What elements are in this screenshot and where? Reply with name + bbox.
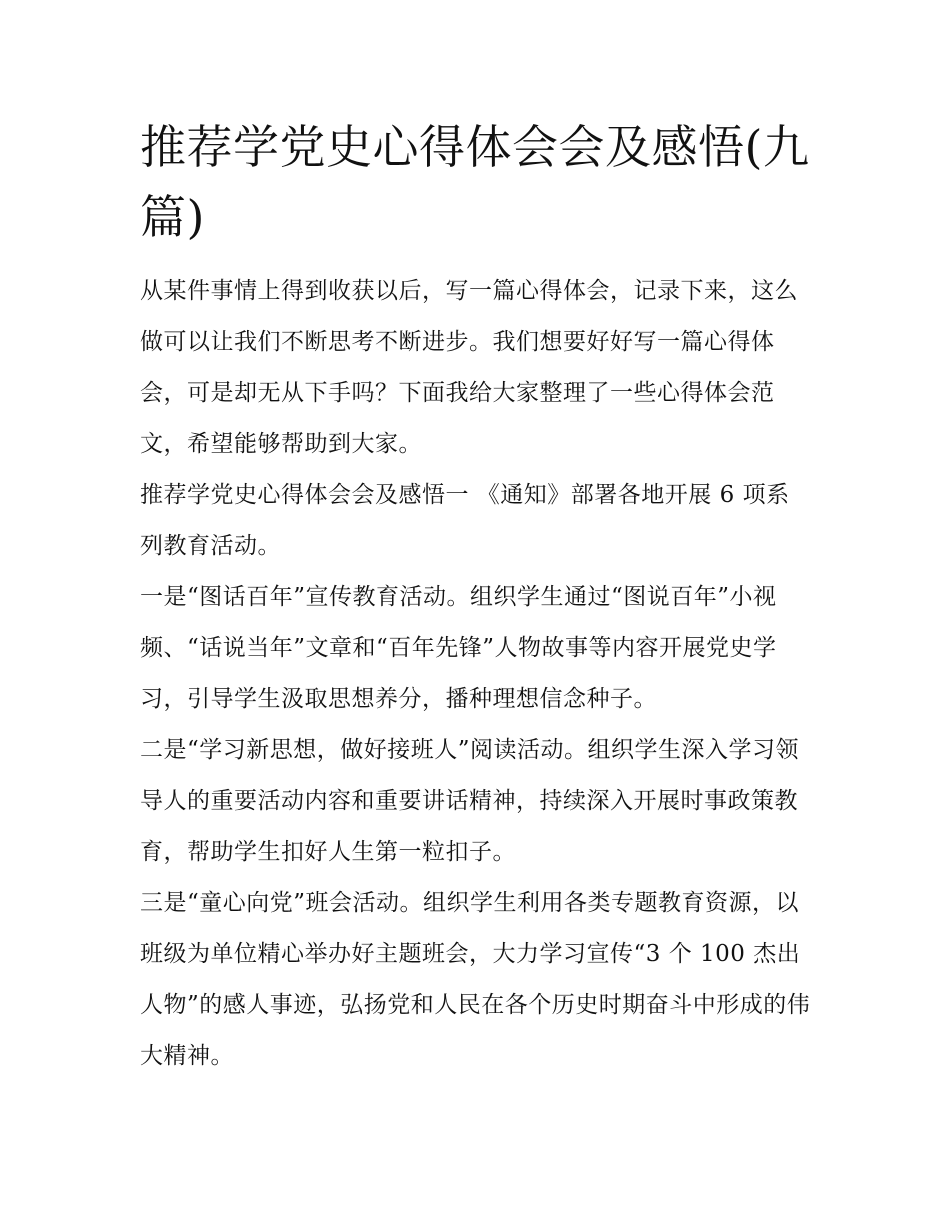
section-one-heading-paragraph: 推荐学党史心得体会会及感悟一 《通知》部署各地开展 6 项系列教育活动。: [140, 482, 790, 559]
document-body: [140, 112, 812, 1082]
document-title: 推荐学党史心得体会会及感悟(九篇): [140, 120, 810, 244]
intro-paragraph: 从某件事情上得到收获以后，写一篇心得体会，记录下来，这么做可以让我们不断思考不断进步。我们想要好好写一篇心得体会，可是却无从下手吗？下面我给大家整理了一些心得体会范文，希望能够帮助到大家。: [140, 278, 798, 457]
activity-three-paragraph: 三是“童心向党”班会活动。组织学生利用各类专题教育资源，以班级为单位精心举办好主题班会，大力学习宣传“3 个 100 杰出人物”的感人事迹，弘扬党和人民在各个历史时期奋斗中形成的伟大精神。: [140, 890, 811, 1069]
activity-two-paragraph: 二是“学习新思想，做好接班人”阅读活动。组织学生深入学习领导人的重要活动内容和重要讲话精神，持续深入开展时事政策教育，帮助学生扣好人生第一粒扣子。: [140, 737, 800, 865]
activity-one-paragraph: 一是“图话百年”宣传教育活动。组织学生通过“图说百年”小视频、“话说当年”文章和“百年先锋”人物故事等内容开展党史学习，引导学生汲取思想养分，播种理想信念种子。: [140, 584, 777, 712]
